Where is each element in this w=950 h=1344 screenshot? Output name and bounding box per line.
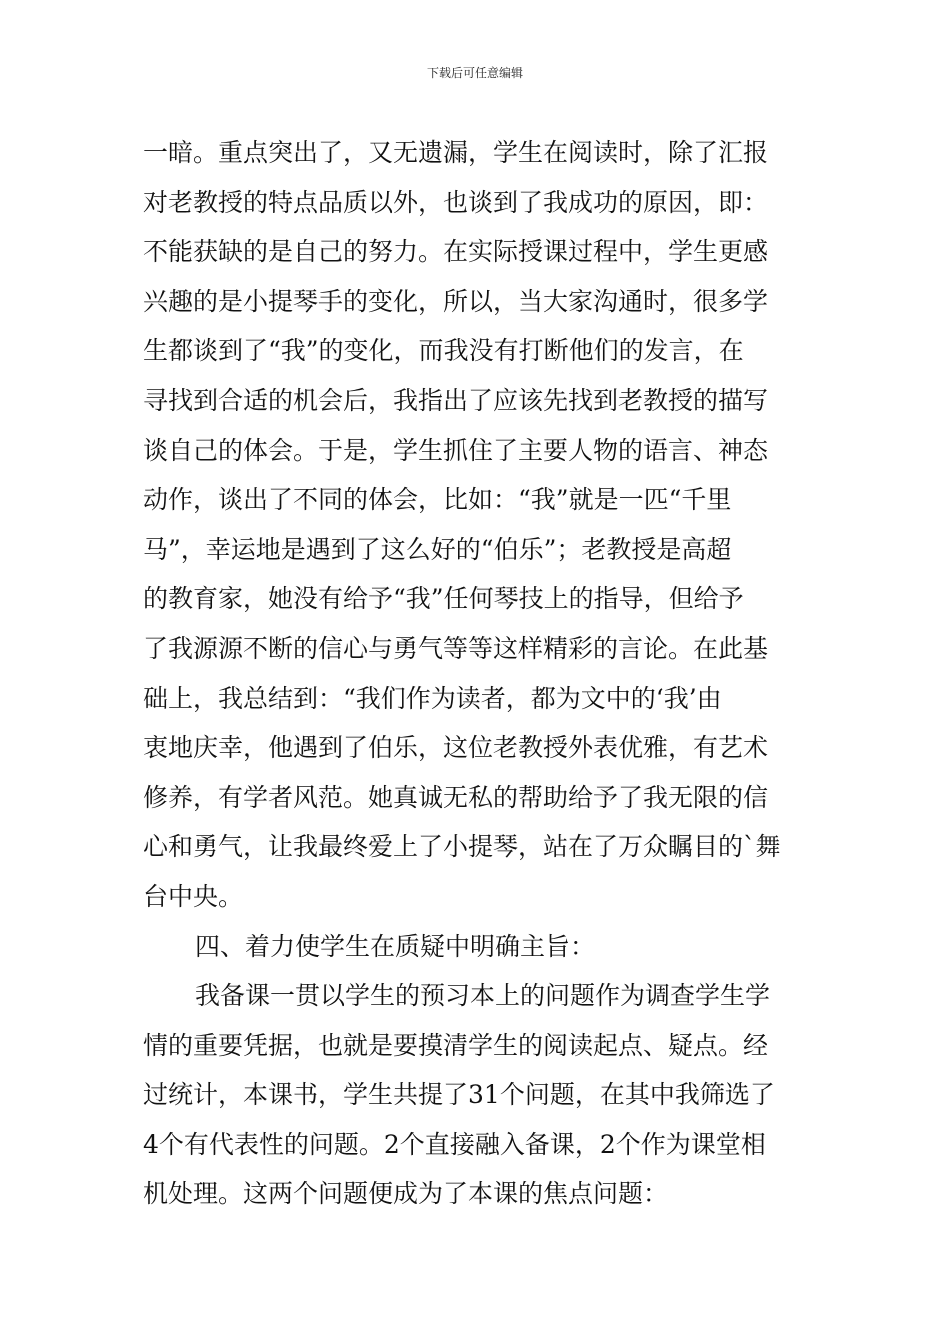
paragraph-line: 兴趣的是小提琴手的变化，所以，当大家沟通时，很多学 <box>143 286 769 316</box>
paragraph-line: 的教育家，她没有给予“我”任何琴技上的指导，但给予 <box>143 584 744 614</box>
section-heading: 四、着力使学生在质疑中明确主旨： <box>195 931 596 961</box>
paragraph-line: 修养，有学者风范。她真诚无私的帮助给予了我无限的信 <box>143 782 769 812</box>
paragraph-line: 机处理。这两个问题便成为了本课的焦点问题： <box>143 1179 669 1209</box>
paragraph-line: 寻找到合适的机会后，我指出了应该先找到老教授的描写 <box>143 385 769 415</box>
paragraph-line: 动作，谈出了不同的体会，比如：“我”就是一匹“千里 <box>143 485 732 515</box>
page-header: 下载后可任意编辑 <box>426 66 523 80</box>
paragraph-line: 过统计，本课书，学生共提了31个问题，在其中我筛选了 <box>143 1080 775 1110</box>
paragraph-line: 4个有代表性的问题。2个直接融入备课，2个作为课堂相 <box>143 1129 766 1159</box>
paragraph-line: 生都谈到了“我”的变化，而我没有打断他们的发言，在 <box>143 336 744 366</box>
paragraph-line: 我备课一贯以学生的预习本上的问题作为调查学生学 <box>195 981 771 1011</box>
paragraph-line: 谈自己的体会。于是，学生抓住了主要人物的语言、神态 <box>143 435 769 465</box>
paragraph-line: 不能获缺的是自己的努力。在实际授课过程中，学生更感 <box>143 237 769 267</box>
paragraph-line: 情的重要凭据，也就是要摸清学生的阅读起点、疑点。经 <box>143 1030 769 1060</box>
paragraph-line: 础上，我总结到：“我们作为读者，都为文中的‘我’由 <box>143 683 722 713</box>
document-body <box>143 128 823 1219</box>
paragraph-line: 马”，幸运地是遇到了这么好的“伯乐”；老教授是高超 <box>143 534 732 564</box>
paragraph-line: 对老教授的特点品质以外，也谈到了我成功的原因，即： <box>143 187 769 217</box>
paragraph-line: 心和勇气，让我最终爱上了小提琴，站在了万众瞩目的`舞 <box>143 832 781 862</box>
paragraph-line: 衷地庆幸，他遇到了伯乐，这位老教授外表优雅，有艺术 <box>143 733 769 763</box>
paragraph-line: 一暗。重点突出了，又无遗漏，学生在阅读时，除了汇报 <box>143 138 769 167</box>
paragraph-line: 了我源源不断的信心与勇气等等这样精彩的言论。在此基 <box>143 633 769 663</box>
paragraph-line: 台中央。 <box>143 881 244 911</box>
